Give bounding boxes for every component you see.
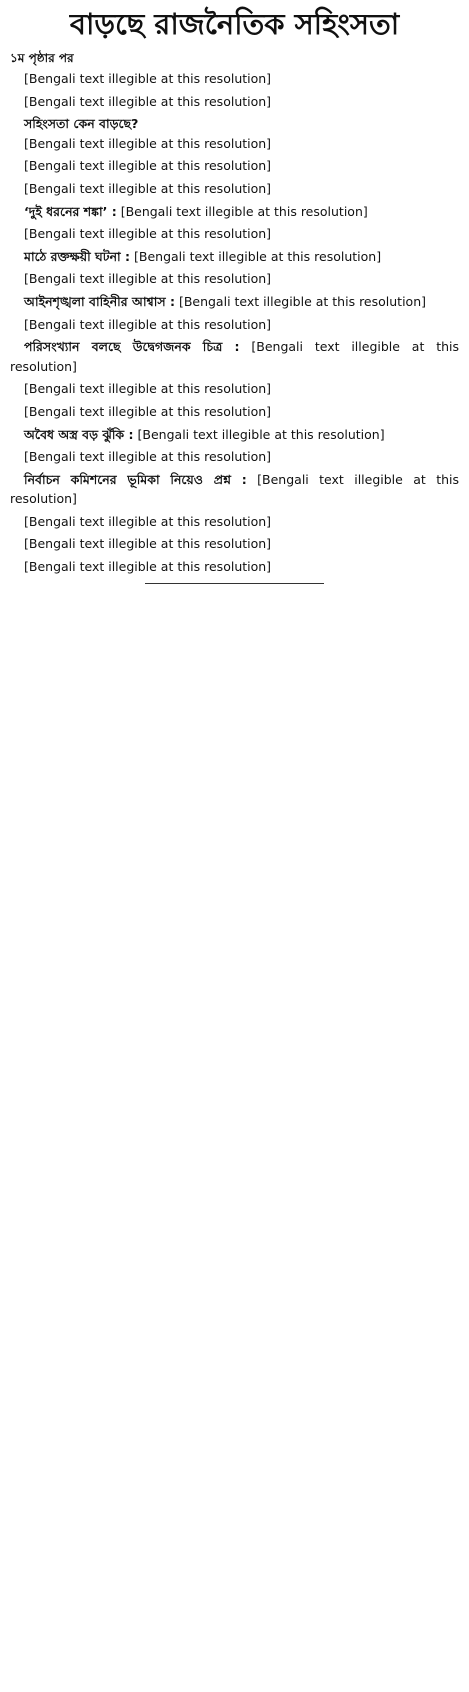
section-paragraph-text: [Bengali text illegible at this resolution] <box>120 203 368 219</box>
section-paragraph: [Bengali text illegible at this resolution] <box>24 271 272 287</box>
article-section <box>10 425 459 467</box>
section-paragraph: [Bengali text illegible at this resolution] <box>24 559 272 575</box>
footer-rule <box>145 583 325 584</box>
section-paragraph: [Bengali text illegible at this resolution] <box>24 403 272 419</box>
intro-paragraph: [Bengali text illegible at this resolution] <box>24 71 272 86</box>
section-paragraph-text: [Bengali text illegible at this resolution] <box>178 293 426 309</box>
section-heading: নির্বাচন কমিশনের ভূমিকা নিয়েও প্রশ্ন : <box>24 471 247 487</box>
article-headline: বাড়ছে রাজনৈতিক সহিংসতা <box>69 7 400 41</box>
section-paragraph: [Bengali text illegible at this resolution] <box>24 536 272 552</box>
section-heading: আইনশৃঙ্খলা বাহিনীর আশ্বাস : <box>24 293 175 309</box>
section-lead-paragraph <box>10 425 459 445</box>
section-paragraph: [Bengali text illegible at this resolution] <box>24 381 272 397</box>
section-lead-paragraph <box>10 470 459 509</box>
intro-block <box>10 69 459 111</box>
section-lead-paragraph <box>10 202 459 222</box>
section-lead-paragraph <box>10 337 459 376</box>
article-section <box>10 292 459 334</box>
article-sections <box>10 114 459 576</box>
article-section <box>10 202 459 244</box>
section-paragraph: [Bengali text illegible at this resolution] <box>24 449 272 465</box>
section-paragraph: [Bengali text illegible at this resolution] <box>24 513 272 529</box>
section-paragraph-text: [Bengali text illegible at this resolution] <box>10 471 460 507</box>
section-heading: অবৈধ অস্ত্র বড় ঝুঁকি : <box>24 426 134 442</box>
section-paragraph: [Bengali text illegible at this resolution] <box>24 135 272 151</box>
section-heading: সহিংসতা কেন বাড়ছে? <box>24 116 139 132</box>
continued-from-label: ১ম পৃষ্ঠার পর <box>10 51 74 65</box>
intro-paragraph: [Bengali text illegible at this resolution] <box>24 93 272 109</box>
section-paragraph-text: [Bengali text illegible at this resolution] <box>134 248 382 264</box>
section-heading: মাঠে রক্তক্ষয়ী ঘটনা : <box>24 248 131 264</box>
article-section <box>10 337 459 421</box>
section-paragraph: [Bengali text illegible at this resolution] <box>24 316 272 332</box>
section-lead-paragraph <box>10 292 459 312</box>
section-paragraph: [Bengali text illegible at this resolution] <box>24 180 272 196</box>
section-paragraph-text: [Bengali text illegible at this resolution] <box>10 339 460 374</box>
section-heading: পরিসংখ্যান বলছে উদ্বেগজনক চিত্র : <box>24 339 240 355</box>
section-paragraph: [Bengali text illegible at this resolution] <box>24 158 272 174</box>
section-lead-paragraph <box>10 247 459 267</box>
section-paragraph-text: [Bengali text illegible at this resolution] <box>137 426 385 442</box>
article-section <box>10 247 459 289</box>
article-section <box>10 114 459 198</box>
section-paragraph: [Bengali text illegible at this resolution] <box>24 226 272 242</box>
article-section <box>10 470 459 577</box>
section-heading: ‘দুই ধরনের শঙ্কা’ : <box>24 203 117 219</box>
